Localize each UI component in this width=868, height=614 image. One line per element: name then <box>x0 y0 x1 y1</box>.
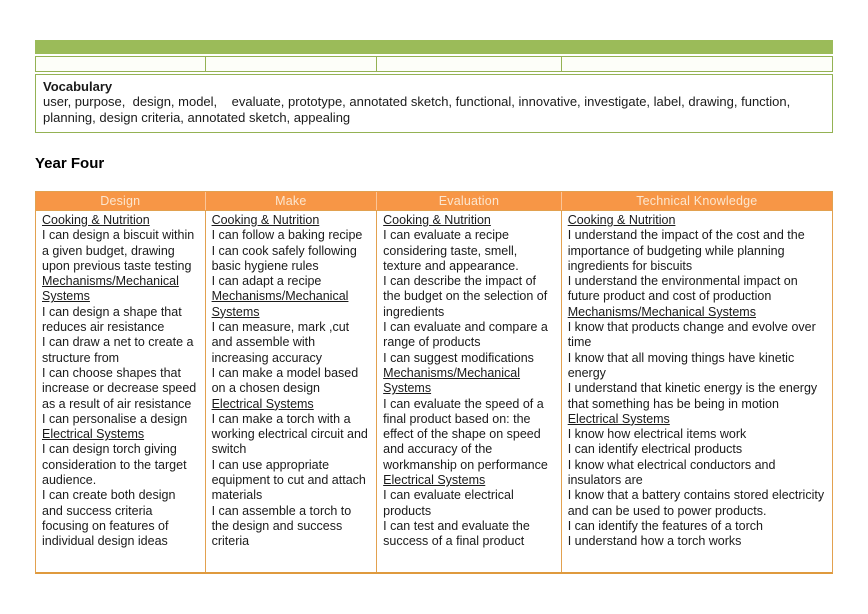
vocabulary-cell <box>35 74 833 133</box>
statement: I can design a shape that reduces air resistance <box>42 304 182 335</box>
column-cell-evaluation <box>377 210 562 572</box>
curriculum-body-row <box>36 210 832 572</box>
column-header-design: Design <box>36 192 206 210</box>
statement: I can evaluate electrical products <box>383 488 514 518</box>
document-content <box>35 40 833 574</box>
statement: I know that all moving things have kinetic energy <box>567 350 795 380</box>
statement: I understand how a torch works <box>567 534 742 549</box>
statement: I can identify the features of a torch <box>567 518 763 533</box>
statement: I can test and evaluate the success of a final product <box>383 518 530 549</box>
statement: I know that products change and evolve over time <box>567 320 816 350</box>
statement: I can make a torch with a working electrical circuit and switch <box>211 411 368 457</box>
column-header-technical-knowledge: Technical Knowledge <box>636 194 758 208</box>
statement: I can draw a net to create a structure from <box>42 335 194 365</box>
statement: I understand the impact of the cost and the importance of budgeting while planning ingredients for biscuits <box>567 228 805 273</box>
column-header-evaluation: Evaluation <box>377 192 562 210</box>
section-heading: Mechanisms/Mechanical Systems <box>42 274 179 304</box>
statement: I know how electrical items work <box>567 427 747 442</box>
section-heading: Cooking & Nutrition <box>42 213 150 227</box>
statement: I know that a battery contains stored electricity and can be used to power products. <box>567 488 825 518</box>
statement: I can cook safely following basic hygiene rules <box>211 243 357 273</box>
statement: I can assemble a torch to the design and success criteria <box>211 503 352 549</box>
table-title-bar <box>35 40 833 54</box>
statement: I understand the environmental impact on future product and cost of production <box>567 274 798 304</box>
statement: I can make a model based on a chosen design <box>211 365 359 396</box>
column-cell-design <box>36 210 206 572</box>
statement: I can personalise a design <box>42 411 188 426</box>
statement: I can measure, mark ,cut and assemble with increasing accuracy <box>211 320 350 365</box>
curriculum-table <box>35 191 833 574</box>
statement: I can describe the impact of the budget on the selection of ingredients <box>383 274 548 319</box>
section-heading: Cooking & Nutrition <box>567 213 676 227</box>
section-heading: Cooking & Nutrition <box>211 213 320 227</box>
year-heading: Year Four <box>35 155 105 172</box>
statement: I understand that kinetic energy is the energy that something has be being in motion <box>567 381 818 411</box>
statement: I can design torch giving consideration to the target audience. <box>42 442 187 488</box>
column-cell-make <box>206 210 378 572</box>
statement: I can choose shapes that increase or decrease speed as a result of air resistance <box>42 365 197 411</box>
section-heading: Electrical Systems <box>383 473 486 488</box>
section-heading: Mechanisms/Mechanical Systems <box>567 304 756 319</box>
empty-cell <box>206 57 378 71</box>
section-heading: Cooking & Nutrition <box>383 213 491 227</box>
statement: I can use appropriate equipment to cut and attach materials <box>211 457 366 503</box>
statement: I can adapt a recipe <box>211 274 322 289</box>
statement: I can evaluate the speed of a final product based on: the effect of the shape on speed and accuracy of the workmanship on performance <box>383 396 548 472</box>
section-heading: Mechanisms/Mechanical Systems <box>383 365 521 396</box>
statement: I can follow a baking recipe <box>211 228 363 243</box>
section-heading: Electrical Systems <box>211 396 314 411</box>
statement: I can evaluate a recipe considering taste, smell, texture and appearance. <box>383 228 519 273</box>
column-header-make: Make <box>206 192 378 210</box>
empty-cells-row <box>35 56 833 72</box>
empty-cell <box>36 57 206 71</box>
vocabulary-title: Vocabulary <box>43 79 113 94</box>
statement: I know what electrical conductors and insulators are <box>567 457 776 488</box>
empty-cell <box>377 57 562 71</box>
curriculum-header-row <box>36 192 832 210</box>
empty-cell <box>562 57 832 71</box>
vocabulary-text: user, purpose, design, model, evaluate, prototype, annotated sketch, functional, innovative, investigate, label, drawing, function, planning, design criteria, annotated sketch, appealing <box>43 94 794 125</box>
vocabulary-table <box>35 40 833 133</box>
statement: I can identify electrical products <box>567 442 743 457</box>
section-heading: Electrical Systems <box>42 427 145 442</box>
column-cell-technical-knowledge <box>562 210 832 572</box>
section-heading: Electrical Systems <box>567 411 670 426</box>
statement: I can evaluate and compare a range of products <box>383 320 548 350</box>
statement: I can design a biscuit within a given budget, drawing upon previous taste testing <box>42 228 195 273</box>
section-heading: Mechanisms/Mechanical Systems <box>211 289 349 319</box>
statement: I can suggest modifications <box>383 350 534 365</box>
statement: I can create both design and success criteria focusing on features of individual design ideas <box>42 488 176 549</box>
